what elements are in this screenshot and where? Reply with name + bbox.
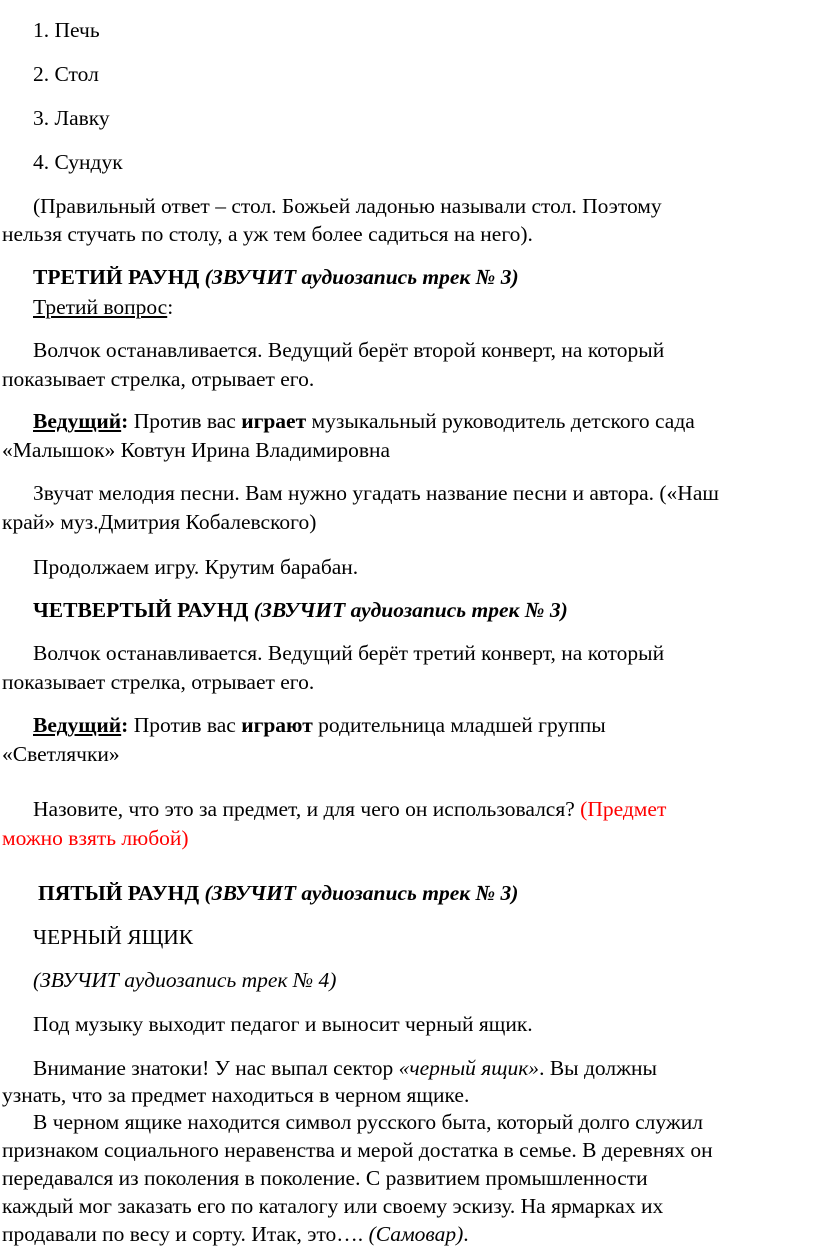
round4-note-1: (Предмет (580, 797, 667, 821)
round5-desc-line3: передавался из поколения в поколение. С развитием промышленности (2, 1166, 648, 1190)
round4-question-line (33, 799, 666, 821)
round3-heading (33, 267, 519, 289)
attention-text-1: Внимание знатоки! У нас выпал сектор (33, 1056, 399, 1080)
host-bold: играет (241, 409, 307, 433)
host-label: Ведущий (33, 409, 122, 433)
host-colon-2: : (121, 713, 129, 737)
round5-blackbox: ЧЕРНЫЙ ЯЩИК (33, 925, 194, 949)
answer-line-1: (Правильный ответ – стол. Божьей ладонью называли стол. Поэтому (33, 194, 662, 218)
option-1: 1. Печь (33, 18, 100, 42)
host-text-1-2: Против вас (128, 713, 242, 737)
question-label-text: Третий вопрос (33, 295, 168, 319)
round4-host-line (33, 715, 606, 737)
round4-note-2: можно взять любой) (2, 826, 189, 850)
option-2: 2. Стол (33, 62, 99, 86)
round5-teacher: Под музыку выходит педагог и выносит черный ящик. (33, 1012, 533, 1036)
round4-audio: (ЗВУЧИТ аудиозапись трек № 3) (253, 598, 568, 622)
option-3: 3. Лавку (33, 106, 110, 130)
round5-attention-line1 (33, 1058, 657, 1080)
round3-host-line (33, 411, 695, 433)
round3-para1-line1: Волчок останавливается. Ведущий берёт второй конверт, на который (33, 338, 665, 362)
round3-song-line2: край» муз.Дмитрия Кобалевского) (2, 510, 317, 534)
option-4: 4. Сундук (33, 150, 123, 174)
desc-end: . (463, 1222, 469, 1246)
round5-desc-line1: В черном ящике находится символ русского быта, который долго служил (33, 1110, 703, 1134)
question-label-colon: : (167, 295, 174, 319)
round4-title: ЧЕТВЕРТЫЙ РАУНД (33, 598, 249, 622)
desc-answer: (Самовар) (368, 1222, 464, 1246)
host-text-2-2: родительница младшей группы (312, 713, 606, 737)
round5-desc-line5 (2, 1224, 469, 1246)
round3-song-line1: Звучат мелодия песни. Вам нужно угадать название песни и автора. («Наш (33, 481, 719, 505)
host-label-2: Ведущий (33, 713, 122, 737)
round5-heading (38, 883, 518, 905)
round3-para1-line2: показывает стрелка, отрывает его. (2, 367, 315, 391)
round5-audio2: (ЗВУЧИТ аудиозапись трек № 4) (33, 968, 337, 992)
round3-continue: Продолжаем игру. Крутим барабан. (33, 555, 359, 579)
round3-host-line2: «Малышок» Ковтун Ирина Владимировна (2, 438, 391, 462)
attention-text-2: . Вы должны (539, 1056, 657, 1080)
host-bold-2: играют (241, 713, 313, 737)
round4-question: Назовите, что это за предмет, и для чего он использовался? (33, 797, 581, 821)
round4-heading (33, 600, 568, 622)
round4-host-line2: «Светлячки» (2, 742, 120, 766)
answer-line-2: нельзя стучать по столу, а уж тем более садиться на него). (2, 222, 533, 246)
host-colon: : (121, 409, 129, 433)
round3-question-label (33, 297, 173, 319)
host-text-1: Против вас (128, 409, 242, 433)
round4-para1-line1: Волчок останавливается. Ведущий берёт третий конверт, на который (33, 641, 665, 665)
round5-title: ПЯТЫЙ РАУНД (38, 881, 200, 905)
host-text-2: музыкальный руководитель детского сада (306, 409, 695, 433)
round3-audio: (ЗВУЧИТ аудиозапись трек № 3) (204, 265, 519, 289)
round3-title: ТРЕТИЙ РАУНД (33, 265, 200, 289)
attention-italic: «черный ящик» (398, 1056, 540, 1080)
round5-audio: (ЗВУЧИТ аудиозапись трек № 3) (204, 881, 519, 905)
round5-desc-line2: признаком социального неравенства и мерой достатка в семье. В деревнях он (2, 1138, 713, 1162)
round5-attention-line2: узнать, что за предмет находиться в черном ящике. (2, 1083, 470, 1107)
desc-line5-text: продавали по весу и сорту. Итак, это…. (2, 1222, 369, 1246)
round4-para1-line2: показывает стрелка, отрывает его. (2, 670, 315, 694)
round5-desc-line4: каждый мог заказать его по каталогу или своему эскизу. На ярмарках их (2, 1194, 664, 1218)
